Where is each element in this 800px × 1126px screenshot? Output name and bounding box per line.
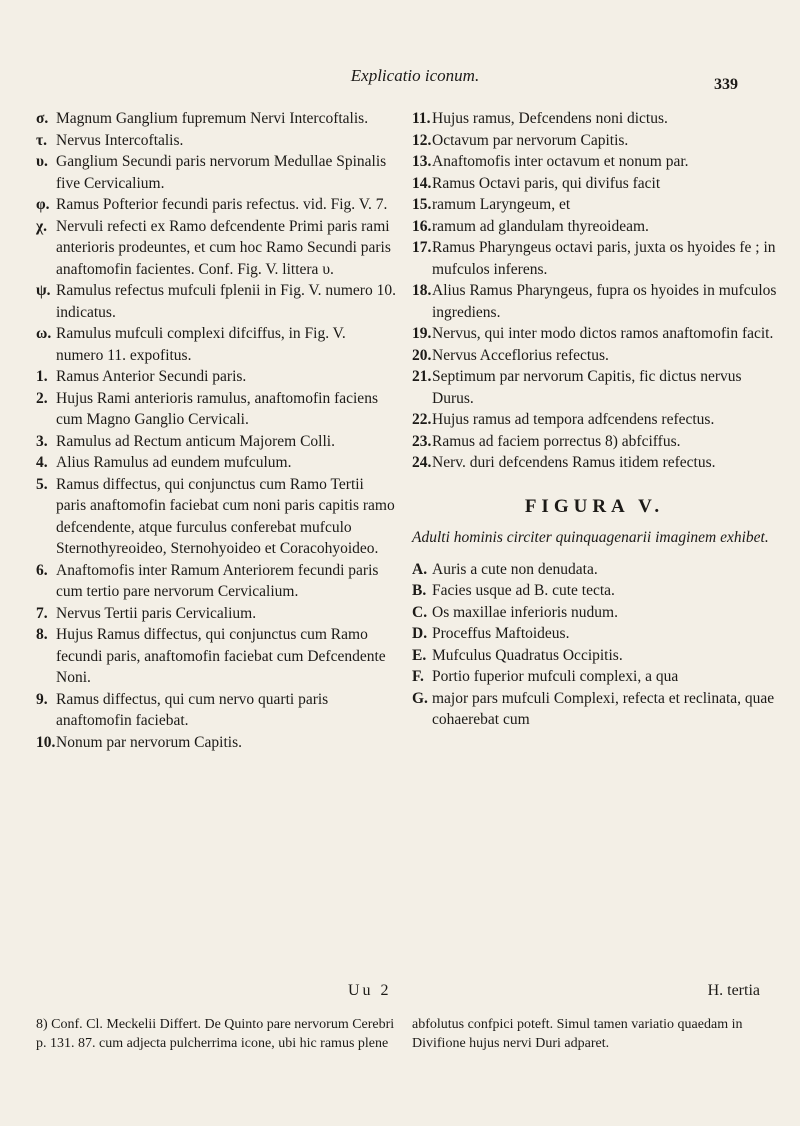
figure-legend-entry-text: Os maxillae inferioris nudum. [432,603,618,621]
right-entry-mark: 13. [412,153,432,170]
left-entry-text: Ramus Anterior Secundi paris. [56,368,247,385]
figure-legend-entry-mark: F. [412,668,424,685]
left-entry-mark: 10. [36,733,56,751]
right-entry-mark: 14. [412,174,432,192]
right-entry [412,151,777,173]
left-entry-mark: 7. [36,604,48,622]
left-entry-mark: 8. [36,626,48,643]
left-entry-mark: υ. [36,153,48,170]
figure-legend-entry-text: major pars mufculi Complexi, refecta et reclinata, quae cohaerebat cum [432,689,775,728]
footnote-left: 8) Conf. Cl. Meckelii Differt. De Quinto pare nervorum Cerebri p. 131. 87. cum adjecta pulcherrima icone, ubi hic ramus plene [36,1017,395,1051]
right-entry-text: Ramus ad faciem porrectus 8) abfciffus. [432,432,681,450]
right-entry-text: ramum Laryngeum, et [432,196,571,213]
right-entry-mark: 20. [412,346,432,364]
right-entry [412,194,777,216]
right-entry-text: Septimum par nervorum Capitis, fic dictus nervus Durus. [432,368,742,407]
left-entry-mark: 4. [36,454,48,471]
running-head: Explicatio iconum. [350,66,480,85]
figure-title: FIGURA V. [524,495,665,517]
left-entry-mark: 9. [36,690,48,708]
right-entry-mark: 11. [412,110,431,127]
figure-legend-entry [412,645,777,667]
right-column [412,108,777,731]
right-entry-text: Nerv. duri defcendens Ramus itidem refectus. [432,454,716,471]
figure-legend-entry-text: Facies usque ad B. cute tecta. [432,582,615,599]
left-entry-text: Alius Ramulus ad eundem mufculum. [56,454,292,471]
left-entry-mark: φ. [36,196,50,213]
right-entry-text: Nervus Acceflorius refectus. [432,346,609,364]
left-entry [36,323,396,366]
figure-legend-entry-mark: D. [412,625,428,642]
right-entry-text: Hujus ramus, Defcendens noni dictus. [432,110,668,127]
left-entry-mark: 5. [36,475,48,493]
right-entry [412,366,777,409]
right-entry [412,323,777,345]
left-entry [36,388,396,431]
left-entry-mark: 2. [36,389,48,407]
right-entry [412,431,777,453]
right-entry [412,173,777,195]
figure-legend-entry [412,688,777,731]
left-entry-text: Nervus Intercoftalis. [56,131,184,149]
left-entry-text: Ramulus refectus mufculi fplenii in Fig. V. numero 10. indicatus. [56,282,396,321]
right-entry-text: Ramus Octavi paris, qui divifus facit [432,174,661,192]
left-entry-mark: σ. [36,110,49,127]
left-entry [36,603,396,625]
right-entry-mark: 12. [412,131,432,149]
right-entry-text: Alius Ramus Pharyngeus, fupra os hyoides in mufculos ingrediens. [432,282,777,321]
left-entry [36,216,396,281]
left-entry-mark: 6. [36,561,48,579]
left-entry-text: Ramulus ad Rectum anticum Majorem Colli. [56,432,335,450]
left-entry-text: Nervuli refecti ex Ramo defcendente Primi paris rami anterioris prodeuntes, et cum hoc Ramo Secundi paris anaftomofin facientes. Conf. Fig. V. littera υ. [56,217,391,278]
page-number: 339 [714,76,738,93]
figure-legend-entry-mark: G. [412,689,428,707]
figure-legend-entry-text: Portio fuperior mufculi complexi, a qua [432,668,679,685]
left-entry [36,452,396,474]
right-entry [412,280,777,323]
figure-legend-entry [412,623,777,645]
left-entry [36,366,396,388]
left-entry [36,732,396,754]
left-entry-text: Ramus diffectus, qui cum nervo quarti paris anaftomofin faciebat. [56,690,329,729]
right-entry-mark: 19. [412,325,432,342]
figure-legend-entry-text: Auris a cute non denudata. [432,560,598,578]
right-entry-mark: 22. [412,411,432,428]
figure-legend-entry-mark: E. [412,646,427,664]
left-entry-mark: χ. [36,217,48,235]
footnote-right: abfolutus confpici poteft. Simul tamen variatio quaedam in Divifione hujus nervi Duri adparet. [412,1017,743,1051]
right-entry [412,108,777,130]
left-entry [36,108,396,130]
left-entry [36,689,396,732]
figure-legend-list [412,559,777,731]
right-entry-mark: 24. [412,454,432,471]
right-entry-mark: 18. [412,282,432,299]
right-entry-text: Hujus ramus ad tempora adfcendens refectus. [432,411,715,428]
right-entry-text: Octavum par nervorum Capitis. [432,131,629,149]
left-entry-mark: ψ. [36,282,51,299]
right-entry-text: ramum ad glandulam thyreoideam. [432,217,649,235]
left-entry [36,560,396,603]
figure-legend-entry [412,559,777,581]
figure-legend-entry-mark: B. [412,582,427,599]
signature-mark: Uu 2 [348,982,392,999]
left-entry-text: Anaftomofis inter Ramum Anteriorem fecundi paris cum tertio pare nervorum Cervicalium. [56,561,379,600]
left-entry-text: Ramulus mufculi complexi difciffus, in Fig. V. numero 11. expofitus. [56,325,346,364]
right-entry [412,237,777,280]
left-entry-text: Nervus Tertii paris Cervicalium. [56,604,257,622]
right-entry-mark: 15. [412,196,432,213]
figure-legend-entry-mark: A. [412,560,428,578]
figure-subtitle: Adulti hominis circiter quinquagenarii imaginem exhibet. [412,529,769,546]
left-entry-text: Ramus Pofterior fecundi paris refectus. vid. Fig. V. 7. [56,196,388,213]
right-entry-mark: 23. [412,432,432,450]
left-entry [36,624,396,689]
left-entry-mark: 3. [36,432,48,450]
figure-legend-entry [412,666,777,688]
right-entry [412,452,777,474]
left-entry-text: Ganglium Secundi paris nervorum Medullae Spinalis five Cervicalium. [56,153,387,192]
left-column [36,108,396,753]
left-entry [36,194,396,216]
figure-legend-entry [412,580,777,602]
right-entry [412,409,777,431]
left-entry [36,474,396,560]
right-entry-text: Anaftomofis inter octavum et nonum par. [432,153,689,170]
left-entry-mark: ω. [36,325,52,342]
figure-legend-entry-text: Mufculus Quadratus Occipitis. [432,646,623,664]
left-entry-text: Hujus Ramus diffectus, qui conjunctus cum Ramo fecundi paris, anaftomofin faciebat cum Defcendente Noni. [56,626,386,686]
left-entry [36,151,396,194]
left-entry-text: Magnum Ganglium fupremum Nervi Intercoftalis. [56,110,369,127]
left-entry-mark: 1. [36,368,48,385]
right-entry-text: Nervus, qui inter modo dictos ramos anaftomofin facit. [432,325,774,342]
right-entry [412,130,777,152]
left-entry-mark: τ. [36,131,48,149]
left-entry-text: Hujus Rami anterioris ramulus, anaftomofin faciens cum Magno Ganglio Cervicali. [56,389,378,428]
right-entry-mark: 16. [412,217,432,235]
right-entry [412,216,777,238]
right-entry [412,345,777,367]
figure-legend-entry-text: Proceffus Maftoideus. [432,625,570,642]
catchword: H. tertia [707,982,760,999]
left-entry-text: Ramus diffectus, qui conjunctus cum Ramo Tertii paris anaftomofin faciebat cum noni paris capitis ramo defcendente, atque furculus conferebat mufculo Sternothyreoideo, Sternohyoideo et Coracohyoideo. [56,475,395,557]
right-entry-mark: 21. [412,368,432,385]
left-entry [36,130,396,152]
left-entry [36,431,396,453]
left-entry-text: Nonum par nervorum Capitis. [56,733,242,751]
right-entry-mark: 17. [412,239,432,256]
figure-legend-entry-mark: C. [412,603,428,621]
right-entry-list [412,108,777,474]
figure-legend-entry [412,602,777,624]
left-entry [36,280,396,323]
right-entry-text: Ramus Pharyngeus octavi paris, juxta os hyoides fe ; in mufculos inferens. [432,239,776,278]
